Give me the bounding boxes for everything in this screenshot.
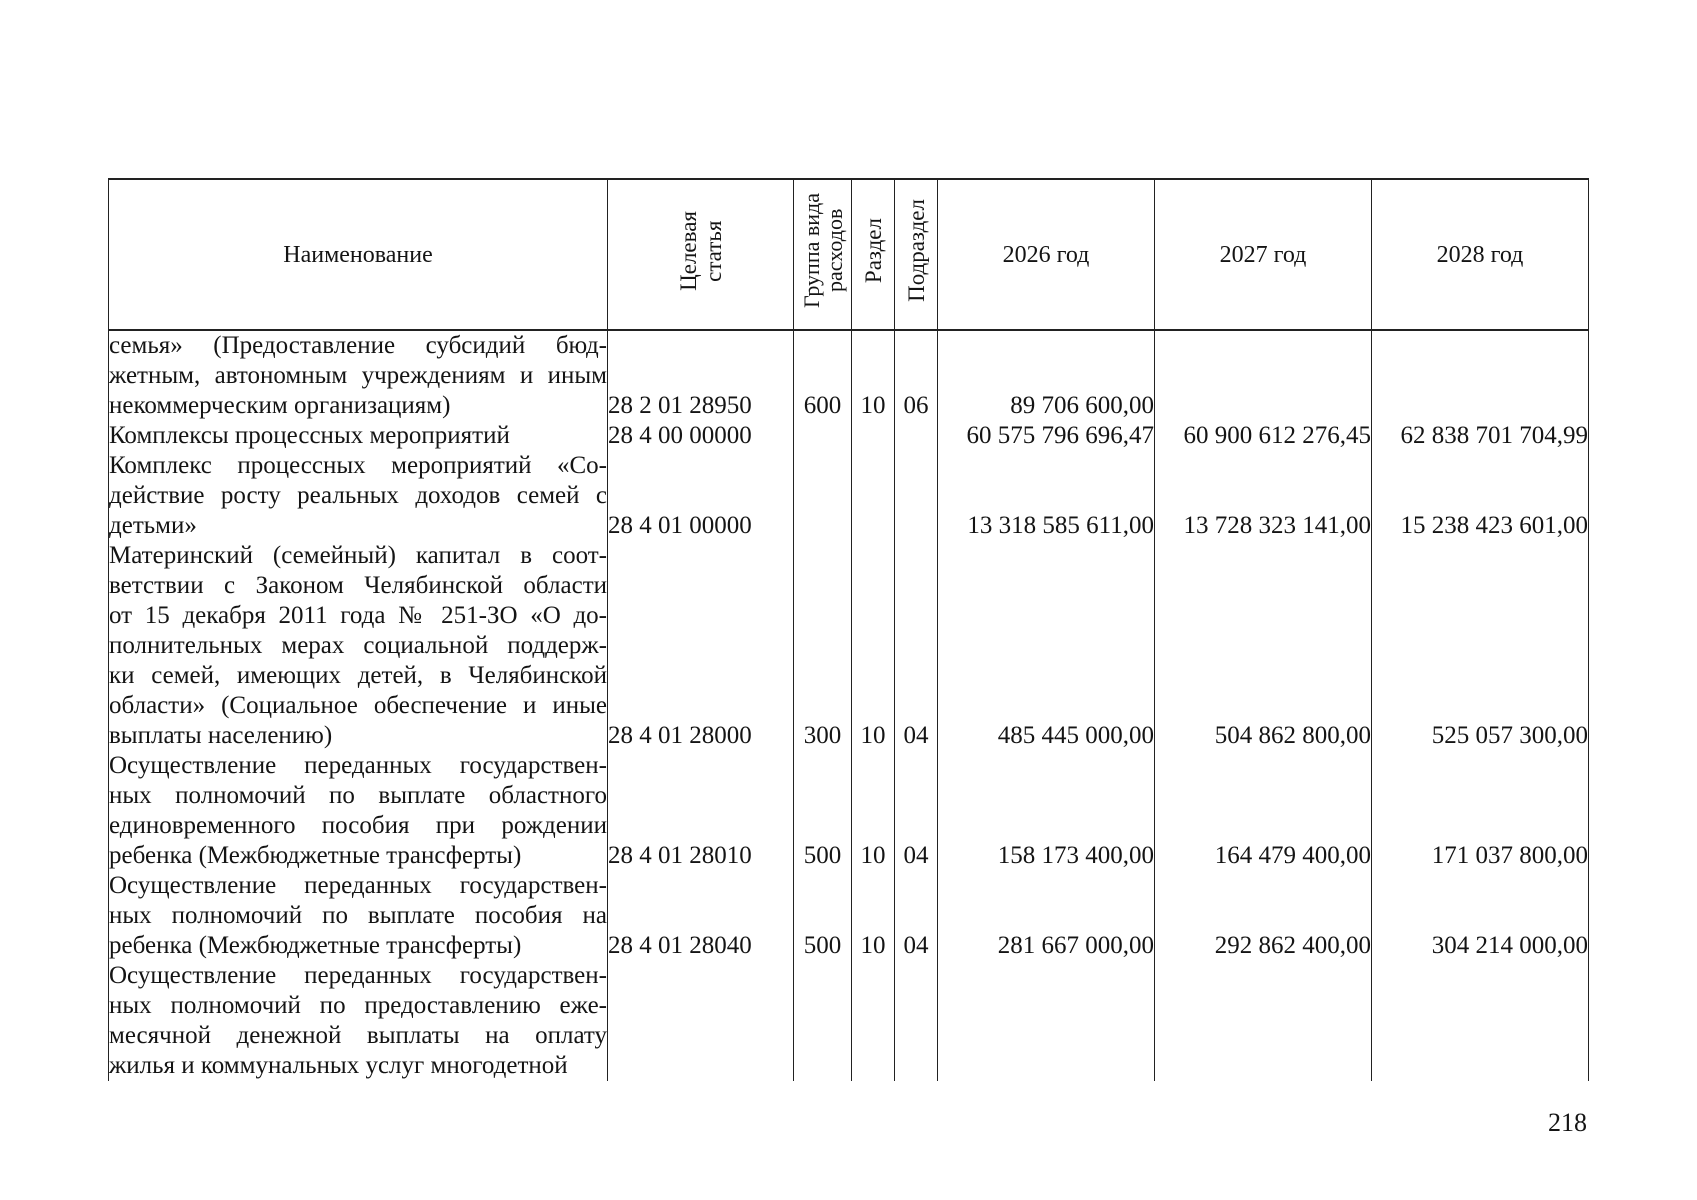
header-name: Наименование [109,179,608,330]
row-expense-group: 500 [794,751,852,871]
row-name-line: ных полномочий по выплате пособия на [109,902,607,929]
table-header [109,179,1589,330]
row-name [109,451,608,541]
row-name-line: месячной денежной выплаты на оплату [109,1022,607,1049]
row-name-line: Материнский (семейный) капитал в соот- [109,542,607,569]
row-target-article: 28 4 01 00000 [608,451,794,541]
row-amount-2027 [1155,961,1372,1081]
table-row [109,961,1589,1081]
row-amount-2026: 13 318 585 611,00 [938,451,1155,541]
header-2027: 2027 год [1155,179,1372,330]
row-section [852,451,895,541]
row-subsection [895,451,938,541]
row-expense-group [794,961,852,1081]
row-name-line: ребенка (Межбюджетные трансферты) [109,842,522,869]
header-target-article [608,179,794,330]
row-subsection: 04 [895,871,938,961]
header-expense-group [794,179,852,330]
row-name [109,961,608,1081]
row-name-line: полнительных мерах социальной поддерж- [109,632,607,659]
row-amount-2028: 62 838 701 704,99 [1372,421,1589,451]
row-name-line: Осуществление переданных государствен- [109,872,607,899]
row-name-line: ребенка (Межбюджетные трансферты) [109,932,522,959]
table-row [109,751,1589,871]
row-name [109,751,608,871]
row-section: 10 [852,751,895,871]
row-name-line: Комплексы процессных мероприятий [109,422,510,449]
row-name-line: жилья и коммунальных услуг многодетной [109,1052,568,1079]
row-amount-2027: 504 862 800,00 [1155,541,1372,751]
row-name-line: ных полномочий по выплате областного [109,782,607,809]
row-amount-2027: 164 479 400,00 [1155,751,1372,871]
row-amount-2027: 60 900 612 276,45 [1155,421,1372,451]
header-target-article-text: Целевая статья [675,210,726,291]
row-amount-2028: 525 057 300,00 [1372,541,1589,751]
row-name [109,330,608,421]
row-name-line: Комплекс процессных мероприятий «Со- [109,452,607,479]
row-name [109,421,608,451]
header-2026: 2026 год [938,179,1155,330]
row-subsection: 04 [895,751,938,871]
row-name-line: ветствии с Законом Челябинской области [109,572,607,599]
row-name-line: выплаты населению) [109,722,333,749]
header-expense-group-text: Группа вида расходов [798,193,847,308]
row-name-line: от 15 декабря 2011 года № 251-ЗО «О до- [109,602,607,629]
row-expense-group: 300 [794,541,852,751]
table-row [109,541,1589,751]
row-amount-2026: 60 575 796 696,47 [938,421,1155,451]
table-row [109,451,1589,541]
table-row [109,421,1589,451]
row-name-line: действие росту реальных доходов семей с [109,482,607,509]
header-subsection: Подраздел [895,179,938,330]
row-amount-2028: 304 214 000,00 [1372,871,1589,961]
row-subsection [895,421,938,451]
row-target-article: 28 4 01 28000 [608,541,794,751]
row-name [109,541,608,751]
row-amount-2027 [1155,330,1372,421]
row-subsection: 04 [895,541,938,751]
row-name-line: ки семей, имеющих детей, в Челябинской [109,662,607,689]
row-amount-2026: 485 445 000,00 [938,541,1155,751]
row-section: 10 [852,871,895,961]
row-name-line: ных полномочий по предоставлению еже- [109,992,607,1019]
page-number: 218 [1548,1108,1587,1137]
row-amount-2028 [1372,961,1589,1081]
row-expense-group: 600 [794,330,852,421]
row-amount-2027: 13 728 323 141,00 [1155,451,1372,541]
row-name [109,871,608,961]
row-expense-group: 500 [794,871,852,961]
row-amount-2026: 281 667 000,00 [938,871,1155,961]
table-row [109,871,1589,961]
header-2028: 2028 год [1372,179,1589,330]
row-name-line: Осуществление переданных государствен- [109,962,607,989]
row-name-line: Осуществление переданных государствен- [109,752,607,779]
row-subsection: 06 [895,330,938,421]
row-target-article: 28 4 00 00000 [608,421,794,451]
row-amount-2027: 292 862 400,00 [1155,871,1372,961]
table-body [109,330,1589,1081]
row-amount-2028 [1372,330,1589,421]
row-section [852,421,895,451]
row-target-article: 28 4 01 28010 [608,751,794,871]
row-section: 10 [852,541,895,751]
row-name-line: некоммерческим организациям) [109,392,451,419]
row-name-line: единовременного пособия при рождении [109,812,607,839]
row-name-line: детьми» [109,512,197,539]
row-amount-2026 [938,961,1155,1081]
row-name-line: области» (Социальное обеспечение и иные [109,692,607,719]
budget-table [108,178,1589,1081]
row-target-article: 28 2 01 28950 [608,330,794,421]
row-section: 10 [852,330,895,421]
row-subsection [895,961,938,1081]
table-row [109,330,1589,421]
row-amount-2028: 171 037 800,00 [1372,751,1589,871]
row-target-article: 28 4 01 28040 [608,871,794,961]
row-section [852,961,895,1081]
row-amount-2026: 89 706 600,00 [938,330,1155,421]
row-name-line: жетным, автономным учреждениям и иным [109,362,607,389]
row-amount-2026: 158 173 400,00 [938,751,1155,871]
row-expense-group [794,421,852,451]
row-name-line: семья» (Предоставление субсидий бюд- [109,332,607,359]
row-amount-2028: 15 238 423 601,00 [1372,451,1589,541]
header-section: Раздел [852,179,895,330]
row-target-article [608,961,794,1081]
row-expense-group [794,451,852,541]
